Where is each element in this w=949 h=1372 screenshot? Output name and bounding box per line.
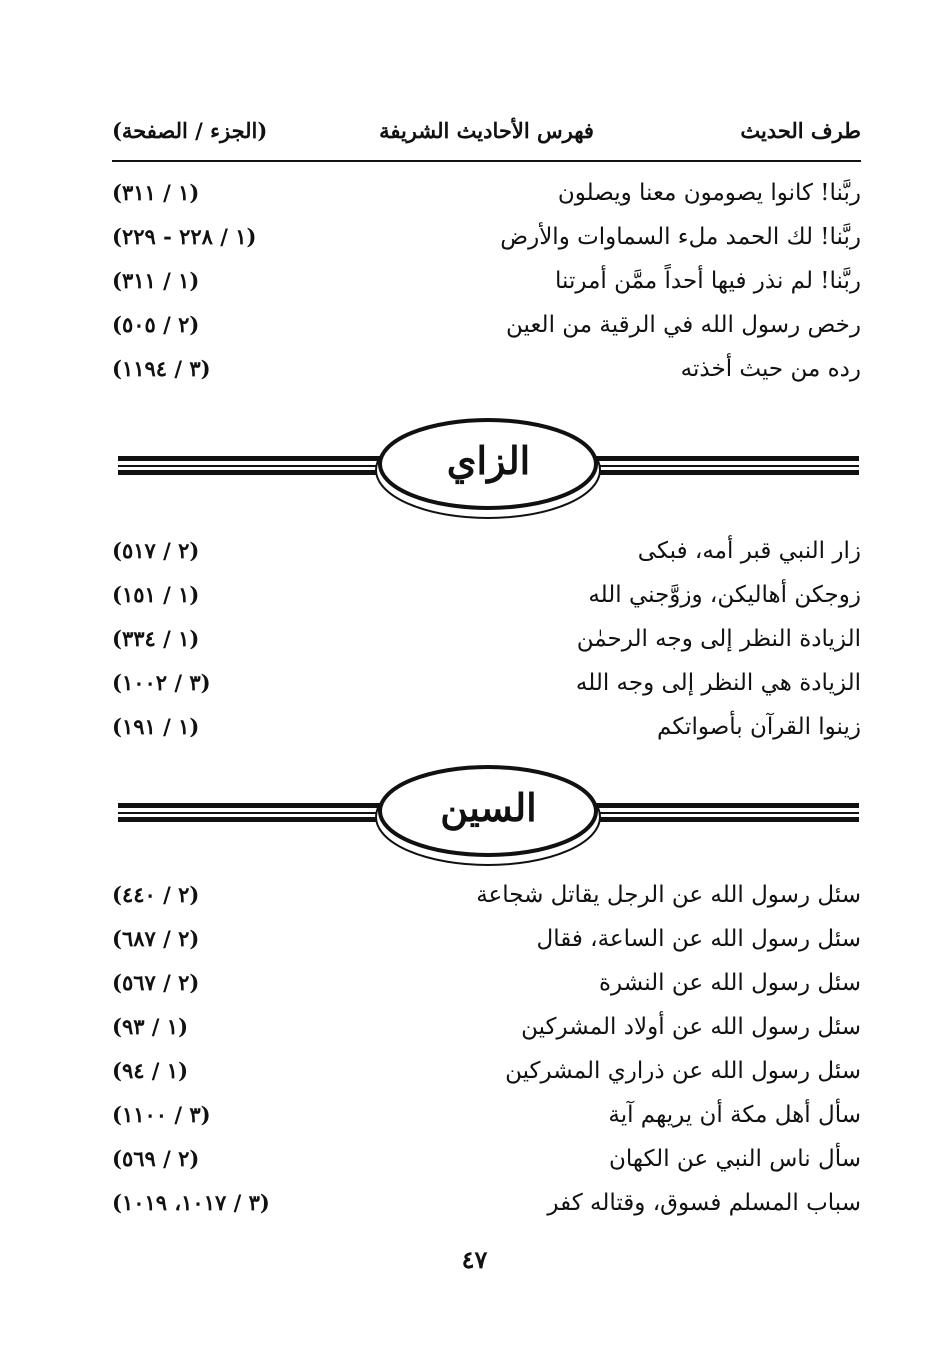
hadith-text: ربَّنا! لك الحمد ملء السماوات والأرض [500,224,861,250]
hadith-reference: (١ / ٣٣٤) [112,626,200,651]
hadith-reference: (٢ / ٥٠٥) [112,312,200,337]
hadith-reference: (١ / ١٥١) [112,582,200,607]
hadith-reference: (٢ / ٦٨٧) [112,926,200,951]
hadith-reference: (١ / ٣١١) [112,268,200,293]
hadith-reference: (٢ / ٥٦٩) [112,1146,200,1171]
hadith-text: سئل رسول الله عن الرجل يقاتل شجاعة [476,882,861,908]
hadith-reference: (١ / ٣١١) [112,180,200,205]
section-zay [112,538,861,758]
list-item [112,224,861,268]
section-heading: السين [440,785,537,830]
list-item [112,1146,861,1190]
hadith-text: زينوا القرآن بأصواتكم [657,714,861,740]
list-item [112,582,861,626]
list-item [112,1190,861,1234]
hadith-text: سئل رسول الله عن ذراري المشركين [505,1058,861,1084]
header-volume-page-label: (الجزء / الصفحة) [112,118,268,143]
page-header [112,118,861,158]
hadith-reference: (٢ / ٤٤٠) [112,882,200,907]
list-item [112,180,861,224]
hadith-text: زوجكن أهاليكن، وزوَّجني الله [588,582,861,608]
hadith-reference: (٣ / ١١٩٤) [112,356,211,381]
hadith-text: سئل رسول الله عن أولاد المشركين [521,1014,861,1040]
list-item [112,356,861,400]
list-item [112,670,861,714]
hadith-reference: (٣ / ١٠١٧، ١٠١٩) [112,1190,270,1215]
list-item [112,882,861,926]
list-item [112,268,861,312]
list-item [112,1102,861,1146]
hadith-text: ربَّنا! كانوا يصومون معنا ويصلون [557,180,861,206]
hadith-text: رخص رسول الله في الرقية من العين [506,312,861,338]
hadith-text: سباب المسلم فسوق، وقتاله كفر [547,1190,861,1216]
hadith-text: الزيادة هي النظر إلى وجه الله [575,670,861,696]
hadith-reference: (١ / ٩٣) [112,1014,189,1039]
list-item [112,312,861,356]
hadith-text: سأل ناس النبي عن الكهان [608,1146,861,1172]
hadith-reference: (٣ / ١٠٠٢) [112,670,211,695]
list-item [112,626,861,670]
section-heading: الزاي [446,438,531,483]
section-divider-seen [118,757,859,867]
header-hadith-label: طرف الحديث [740,118,861,143]
list-item [112,926,861,970]
section-ra [112,180,861,400]
hadith-text: سئل رسول الله عن النشرة [598,970,861,996]
list-item [112,1058,861,1102]
hadith-text: رده من حيث أخذته [680,356,861,382]
hadith-reference: (١ / ٢٢٨ - ٢٢٩) [112,224,257,249]
section-seen [112,882,861,1234]
hadith-text: سئل رسول الله عن الساعة، فقال [536,926,861,952]
hadith-reference: (٣ / ١١٠٠) [112,1102,211,1127]
page-number: ٤٧ [461,1245,488,1274]
header-rule [112,160,861,162]
hadith-reference: (٢ / ٥١٧) [112,538,200,563]
hadith-text: سأل أهل مكة أن يريهم آية [608,1102,861,1128]
hadith-text: ربَّنا! لم نذر فيها أحداً ممَّن أمرتنا [555,268,861,294]
hadith-text: زار النبي قبر أمه، فبكى [637,538,861,564]
list-item [112,538,861,582]
section-divider-zay [118,410,859,520]
hadith-reference: (٢ / ٥٦٧) [112,970,200,995]
list-item [112,714,861,758]
hadith-text: الزيادة النظر إلى وجه الرحمٰن [576,626,861,652]
header-index-title: فهرس الأحاديث الشريفة [379,118,594,143]
list-item [112,1014,861,1058]
hadith-reference: (١ / ٩٤) [112,1058,189,1083]
hadith-reference: (١ / ١٩١) [112,714,200,739]
list-item [112,970,861,1014]
